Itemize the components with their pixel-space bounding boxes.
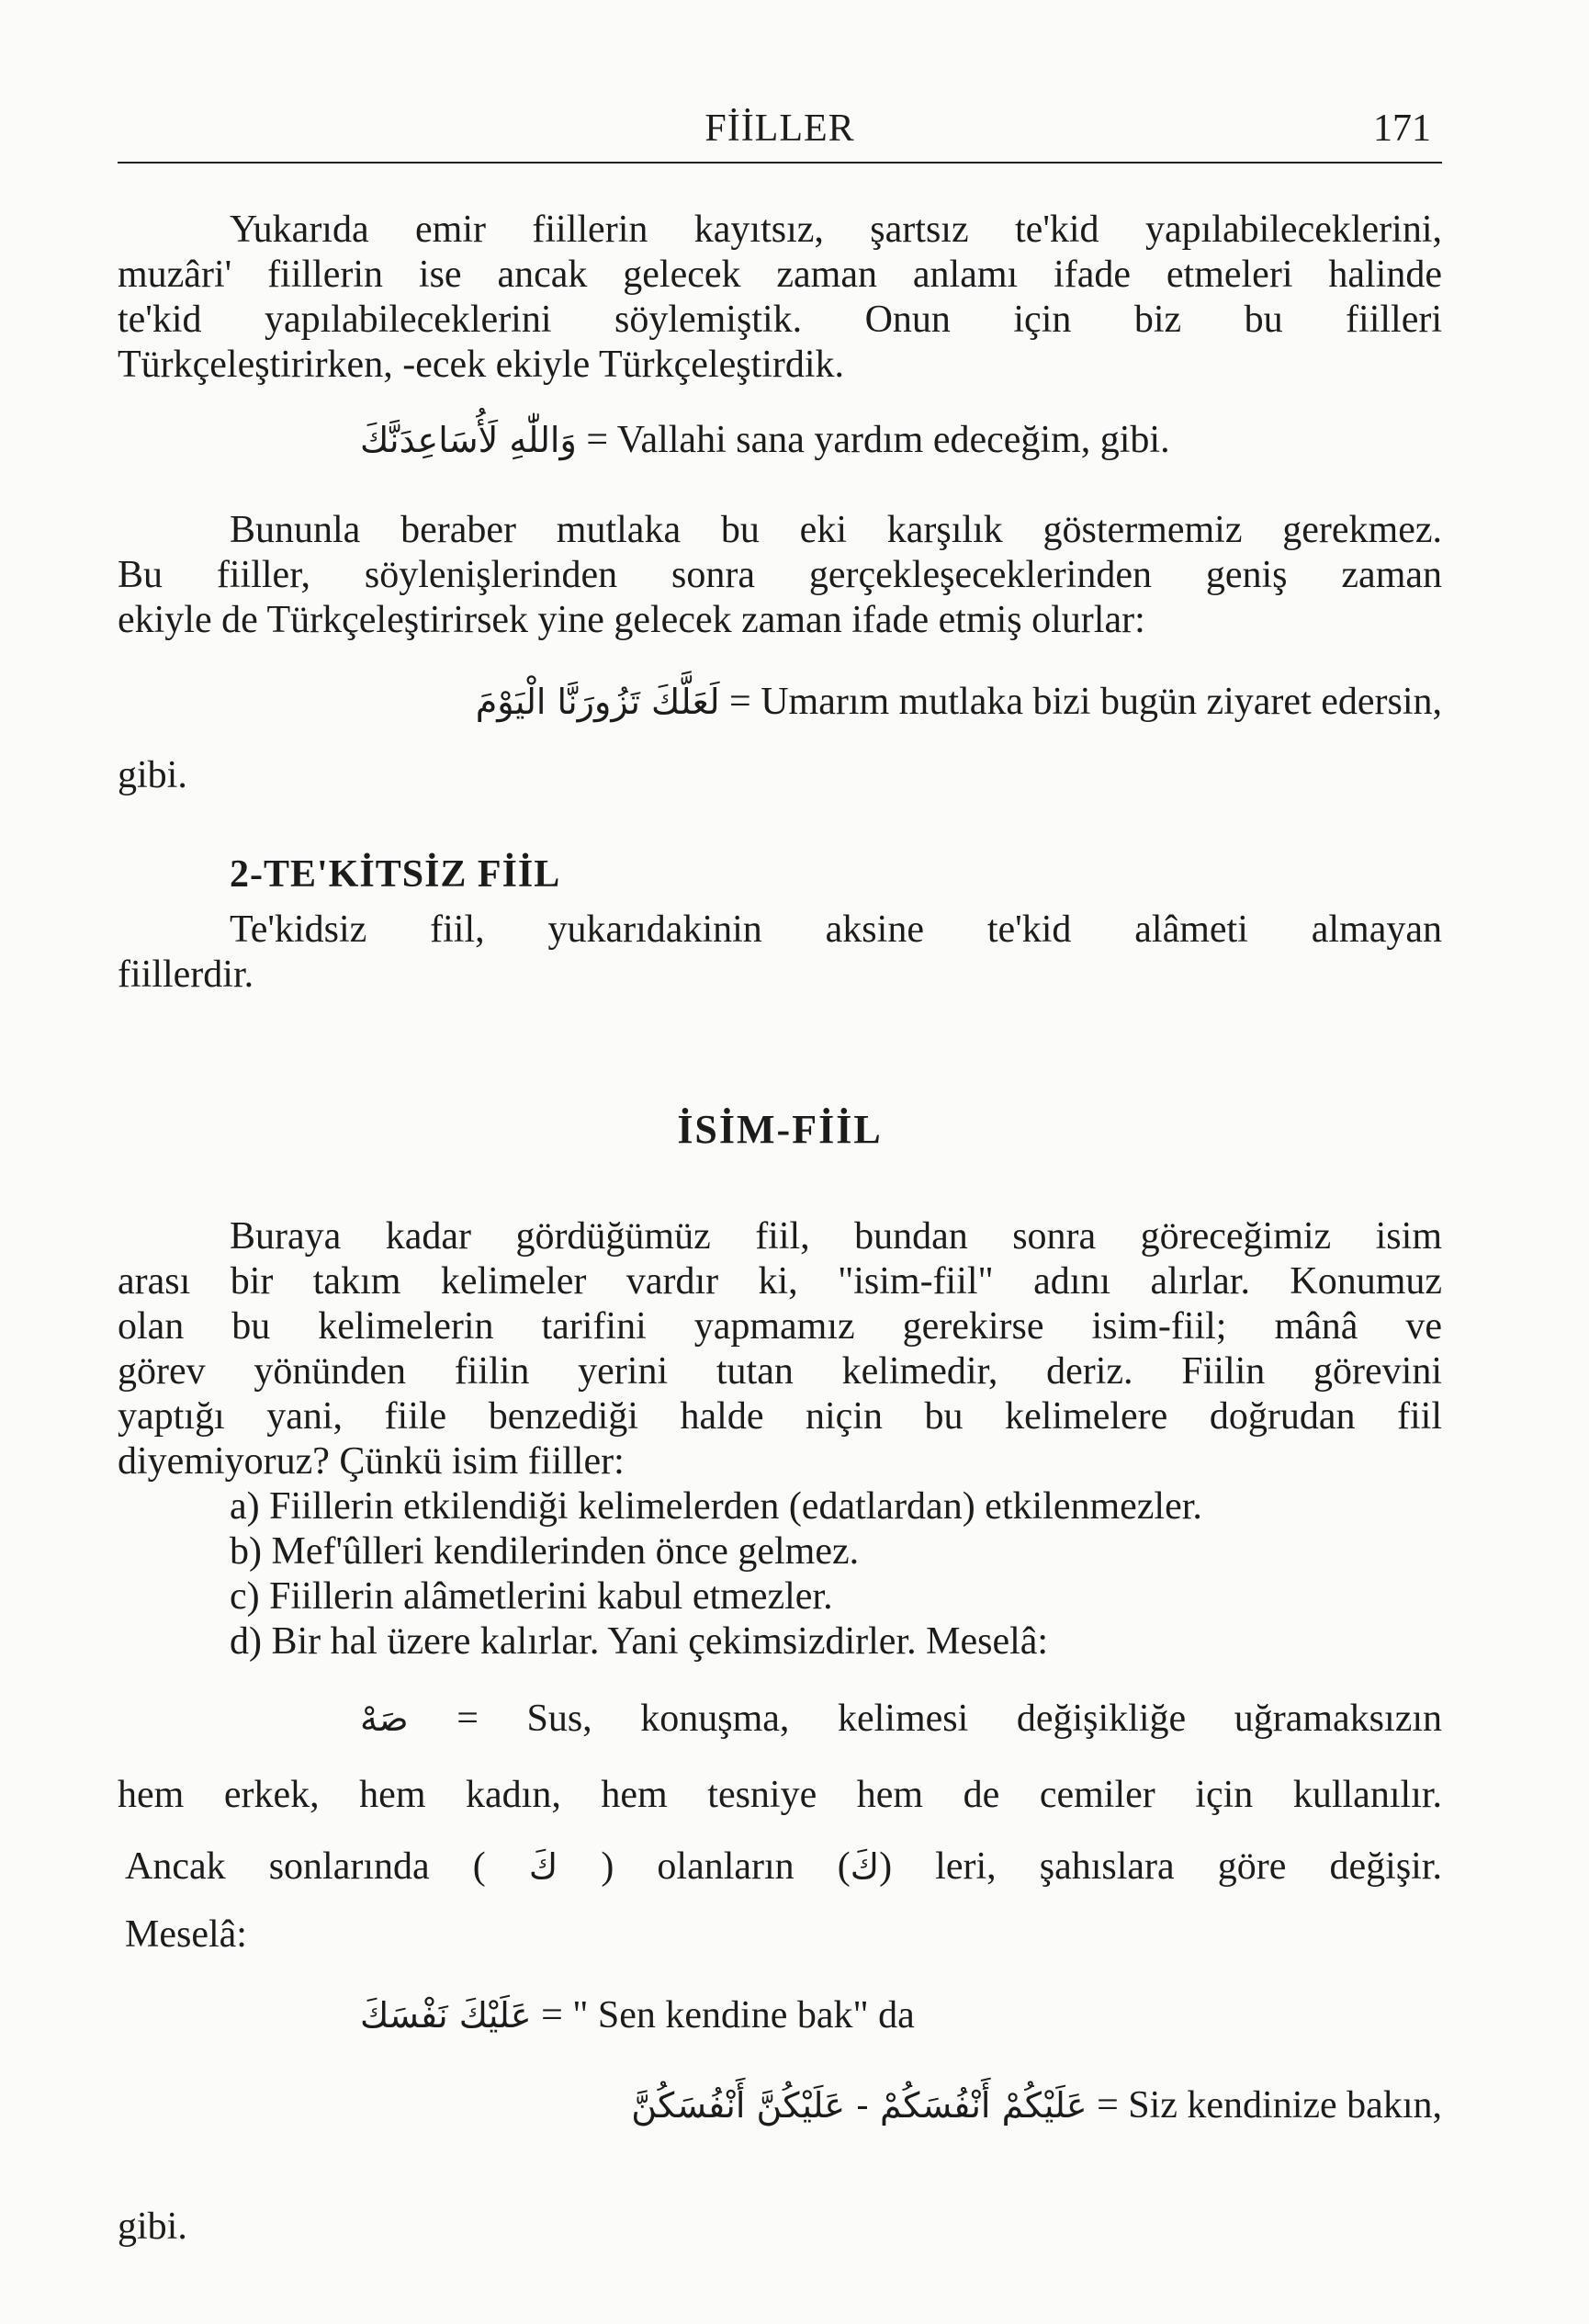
page-header — [118, 101, 1442, 164]
example-translation: = Umarım mutlaka bizi bugün ziyaret edersin, — [729, 681, 1442, 723]
text-fragment: ) leri, şahıslara göre değişir. — [879, 1845, 1443, 1888]
example-translation: = Sus, konuşma, kelimesi değişikliğe uğramaksızın — [456, 1698, 1442, 1740]
section-heading-tekitsiz: 2-TE'KİTSİZ FİİL — [230, 853, 561, 896]
arabic-letter: كَ — [850, 1846, 880, 1887]
text-line: olan bu kelimelerin tarifini yapmamız gerekirse isim-fiil; mânâ ve — [118, 1305, 1442, 1348]
text-line: hem erkek, hem kadın, hem tesniye hem de cemiler için kullanılır. — [118, 1774, 1442, 1816]
text-line: ekiyle de Türkçeleştirirsek yine gelecek zaman ifade etmiş olurlar: — [118, 599, 1145, 641]
example-translation: = Siz kendinize bakın, — [1097, 2084, 1442, 2127]
text-fragment: Ancak sonlarında ( — [125, 1845, 486, 1888]
text-line: fiillerdir. — [118, 953, 254, 996]
text-fragment: ) olanların ( — [601, 1845, 851, 1888]
text-line: te'kid yapılabileceklerini söylemiştik. Onun için biz bu fiilleri — [118, 299, 1442, 341]
list-item: b) Mef'ûlleri kendilerinden önce gelmez. — [230, 1530, 860, 1573]
example-translation: = " Sen kendine bak" da — [541, 1994, 915, 2036]
example-5-tail: gibi. — [118, 2206, 187, 2248]
page-number: 171 — [1373, 107, 1431, 150]
example-3 — [360, 1697, 1442, 1741]
text-line: diyemiyoruz? Çünkü isim fiiller: — [118, 1440, 625, 1483]
example-1 — [360, 418, 1170, 462]
list-item: d) Bir hal üzere kalırlar. Yani çekimsizdirler. Meselâ: — [230, 1620, 1049, 1663]
arabic-phrase: عَلَيْكُمْ أَنْفُسَكُمْ - عَلَيْكُنَّ أَنْفُسَكُنَّ — [631, 2085, 1088, 2126]
example-2 — [216, 680, 1442, 724]
arabic-word: صَهْ — [360, 1698, 409, 1739]
text-line: Bununla beraber mutlaka bu eki karşılık göstermemiz gerekmez. — [230, 509, 1442, 551]
section-heading-isim-fiil: İSİM-FİİL — [677, 1107, 883, 1152]
running-title: FİİLLER — [704, 107, 855, 150]
arabic-letter: كَ — [528, 1846, 558, 1887]
text-line: Türkçeleştirirken, -ecek ekiyle Türkçeleştirdik. — [118, 344, 845, 386]
example-4 — [360, 1993, 915, 2037]
example-translation: = Vallahi sana yardım edeceğim, gibi. — [586, 419, 1170, 461]
text-line: görev yönünden fiilin yerini tutan kelimedir, deriz. Fiilin görevini — [118, 1350, 1442, 1393]
text-line: Bu fiiller, söylenişlerinden sonra gerçekleşeceklerinden geniş zaman — [118, 554, 1442, 596]
text-line: Meselâ: — [125, 1913, 247, 1956]
arabic-phrase: لَعَلَّكَ تَزُورَنَّا الْيَوْمَ — [475, 682, 720, 722]
example-2-tail: gibi. — [118, 754, 187, 796]
list-item: c) Fiillerin alâmetlerini kabul etmezler. — [230, 1575, 833, 1618]
arabic-phrase: وَاللّٰهِ لَأُسَاعِدَنَّكَ — [360, 420, 577, 460]
text-line: Yukarıda emir fiillerin kayıtsız, şartsız te'kid yapılabileceklerini, — [230, 209, 1442, 251]
text-line: muzâri' fiillerin ise ancak gelecek zaman anlamı ifade etmeleri halinde — [118, 254, 1442, 296]
text-line: Buraya kadar gördüğümüz fiil, bundan sonra göreceğimiz isim — [230, 1215, 1442, 1258]
list-item: a) Fiillerin etkilendiği kelimelerden (edatlardan) etkilenmezler. — [230, 1485, 1202, 1528]
example-5 — [331, 2083, 1442, 2127]
text-line: Te'kidsiz fiil, yukarıdakinin aksine te'kid alâmeti almayan — [230, 908, 1442, 951]
text-line: yaptığı yani, fiile benzediği halde niçin bu kelimelere doğrudan fiil — [118, 1395, 1442, 1438]
text-line: arası bir takım kelimeler vardır ki, "isim-fiil" adını alırlar. Konumuz — [118, 1260, 1442, 1303]
arabic-phrase: عَلَيْكَ نَفْسَكَ — [360, 1995, 532, 2036]
text-line — [125, 1845, 1442, 1890]
